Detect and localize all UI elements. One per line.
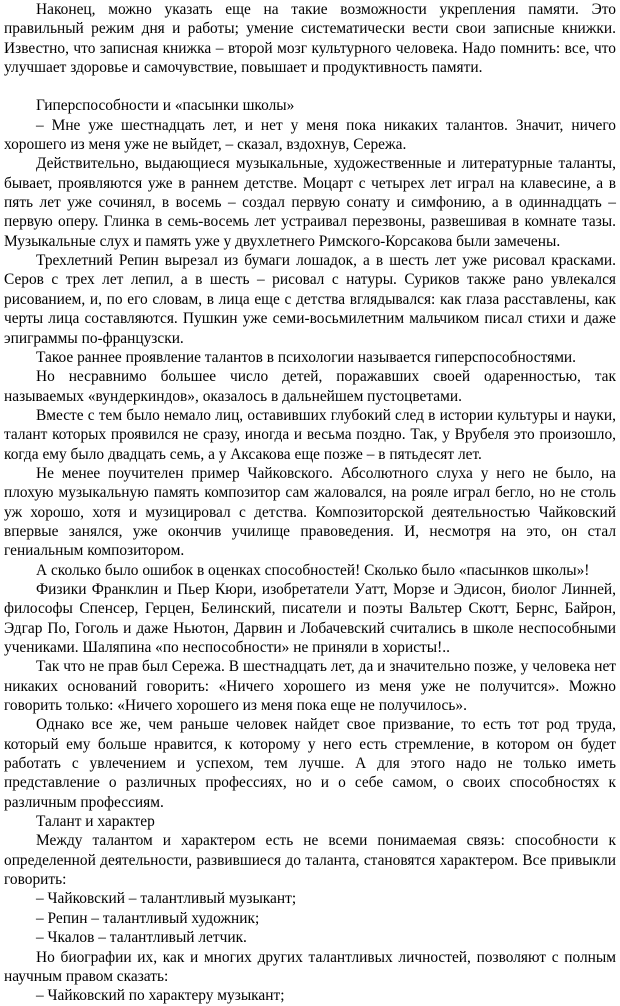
list-item-tchaikovsky-character: – Чайковский по характеру музыкант; <box>36 987 285 1005</box>
paragraph-repin-serov: Трехлетний Репин вырезал из бумаги лошадок, а в шесть лет уже рисовал красками. Серов с трех лет лепил, а в шесть – рисовал с натуры. Суриков также рано увлекался рисованием, и, по его словам, в лица еще с детства вглядывался: как глаза расставлены, как черты лица составляются. Пушкин уже семи-восьмилетним мальчиком писал стихи и даже эпиграммы по-французски. <box>4 252 616 347</box>
paragraph-hyperabilities-term: Такое раннее проявление талантов в психологии называется гиперспособностями. <box>36 348 577 366</box>
list-item-chkalov: – Чкалов – талантливый летчик. <box>36 929 247 947</box>
paragraph-early-talents: Действительно, выдающиеся музыкальные, художественные и литературные таланты, бывает, проявляются уже в раннем детстве. Моцарт с четырех лет играл на клавесине, а в пять лет уже сочинял, в восемь – создал первую сонату и симфонию, а в одиннадцать – первую оперу. Глинка в семь-восемь лет устраивал перезвоны, развешивая в комнате тазы. Музыкальные слух и память уже у двухлетнего Римского-Корсакова были замечены. <box>4 155 616 250</box>
section-heading-hyperabilities: Гиперспособности и «пасынки школы» <box>36 97 295 115</box>
paragraph-tchaikovsky: Не менее поучителен пример Чайковского. Абсолютного слуха у него не было, на плохую музыкальную память композитор сам жаловался, на рояле играл бегло, но не столь уж хорошо, хотя и музицировал с детства. Композиторской деятельностью Чайковский впервые занялся, уже окончив училище правоведения. И, несмотря на это, он стал гениальным композитором. <box>4 464 616 560</box>
paragraph-seryozha-quote: – Мне уже шестнадцать лет, и нет у меня пока никаких талантов. Значит, ничего хорошего из меня уже не выйдет, – сказал, вздохнув, Сережа. <box>4 116 616 154</box>
paragraph-late-talents: Вместе с тем было немало лиц, оставивших глубокий след в истории культуры и науки, талант которых проявился не сразу, иногда и весьма поздно. Так, у Врубеля это произошло, когда ему было двадцать семь, а у Аксакова еще позже – в пятьдесят лет. <box>4 406 616 463</box>
paragraph-wunderkinds: Но несравнимо большее число детей, поражавших своей одаренностью, так называемых «вундеркиндов», оказалось в дальнейшем пустоцветами. <box>4 368 616 405</box>
document-page <box>4 0 616 1006</box>
section-heading-talent-character: Талант и характер <box>36 813 155 831</box>
paragraph-biographies: Но биографии их, как и многих других талантливых личностей, позволяют с полным научным правом сказать: <box>4 948 616 985</box>
paragraph-seryozha-wrong: Так что не прав был Сережа. В шестнадцать лет, да и значительно позже, у человека нет никаких оснований говорить: «Ничего хорошего из меня уже не получится». Можно говорить только: «Ничего хорошего из меня пока еще не получилось». <box>4 658 616 715</box>
paragraph-talent-character-link: Между талантом и характером есть не всеми понимаемая связь: способности к определенной деятельности, развившиеся до таланта, становятся характером. Все привыкли говорить: <box>4 832 616 889</box>
paragraph-mistakes: А сколько было ошибок в оценках способностей! Сколько было «пасынков школы»! <box>36 561 590 579</box>
paragraph-vocation: Однако все же, чем раньше человек найдет свое призвание, то есть тот род труда, который ему больше нравится, к которому у него есть стремление, в котором он будет работать с увлечением и успехом, тем лучше. А для этого надо не только иметь представление о различных профессиях, но и о себе самом, о своих способностях к различным профессиям. <box>4 716 616 811</box>
paragraph-memory-conclusion: Наконец, можно указать еще на такие возможности укрепления памяти. Это правильный режим дня и работы; умение систематически вести свои записные книжки. Известно, что записная книжка – второй мозг культурного человека. Надо помнить: все, что улучшает здоровье и самочувствие, повышает и продуктивность памяти. <box>4 1 616 77</box>
list-item-repin: – Репин – талантливый художник; <box>36 909 260 927</box>
paragraph-famous-students: Физики Франклин и Пьер Кюри, изобретатели Уатт, Морзе и Эдисон, биолог Линней, философы Спенсер, Герцен, Белинский, писатели и поэты Вальтер Скотт, Бернс, Байрон, Эдгар По, Гоголь и даже Ньютон, Дарвин и Лобачевский считались в школе неспособными учениками. Шаляпина «по неспособности» не приняли в хористы!.. <box>4 580 616 656</box>
list-item-tchaikovsky: – Чайковский – талантливый музыкант; <box>36 890 297 908</box>
